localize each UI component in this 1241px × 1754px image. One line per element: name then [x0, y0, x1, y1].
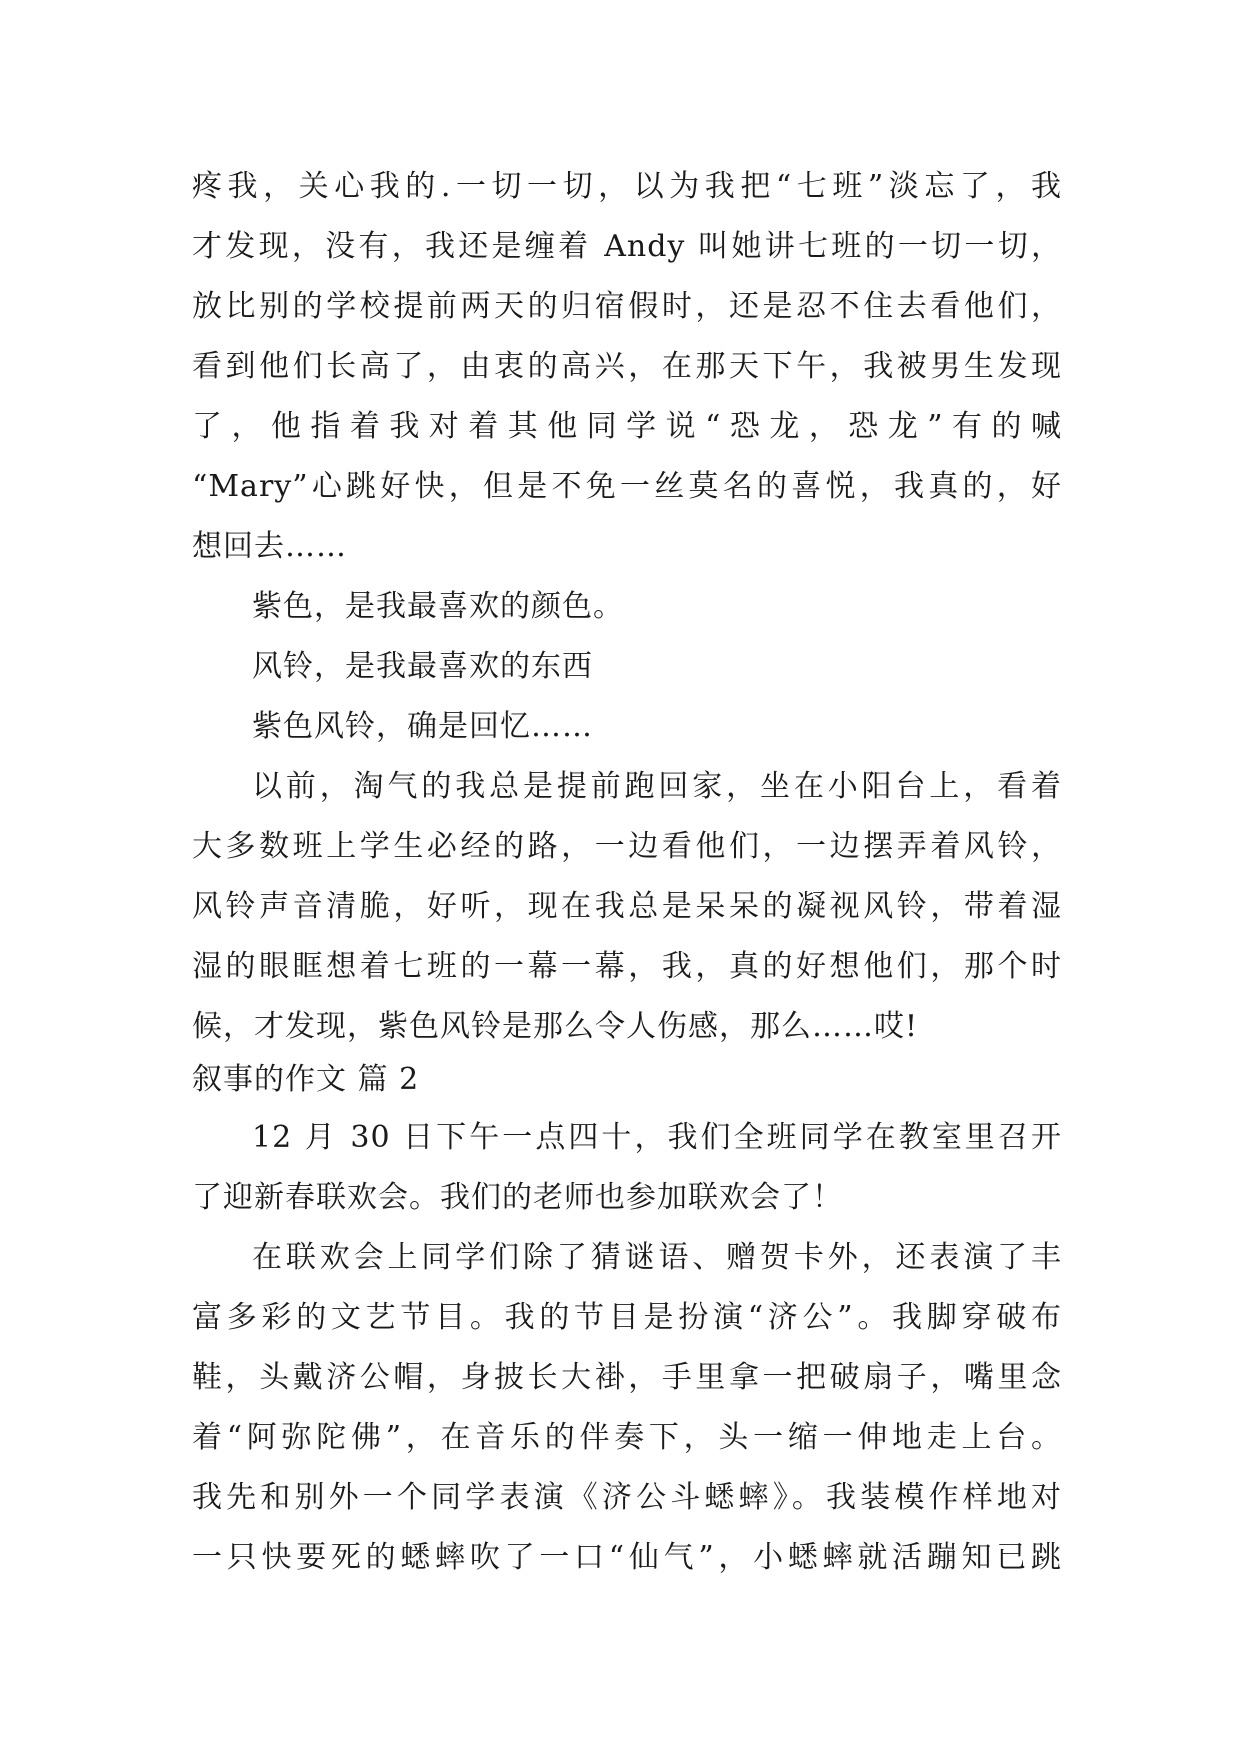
paragraph-line: 才发现，没有，我还是缠着 Andy 叫她讲七班的一切一切， — [192, 229, 1062, 264]
paragraph-line: 想回去…… — [192, 529, 347, 564]
paragraph-line: 在联欢会上同学们除了猜谜语、赠贺卡外，还表演了丰 — [252, 1240, 1062, 1275]
short-paragraph: 紫色风铃，确是回忆…… — [252, 709, 593, 744]
paragraph-line: 看到他们长高了，由衷的高兴，在那天下午，我被男生发现 — [192, 349, 1062, 384]
paragraph-line: 鞋，头戴济公帽，身披长大褂，手里拿一把破扇子，嘴里念 — [192, 1360, 1062, 1395]
paragraph-line: 放比别的学校提前两天的归宿假时，还是忍不住去看他们， — [192, 289, 1062, 324]
paragraph-line: 候，才发现，紫色风铃是那么令人伤感，那么……哎! — [192, 1009, 919, 1044]
paragraph-line: “Mary”心跳好快，但是不免一丝莫名的喜悦，我真的，好 — [192, 469, 1062, 504]
paragraph-line: 我先和别外一个同学表演《济公斗蟋蟀》。我装模作样地对 — [192, 1480, 1062, 1515]
paragraph-line: 湿的眼眶想着七班的一幕一幕，我，真的好想他们，那个时 — [192, 949, 1062, 984]
paragraph-line: 着“阿弥陀佛”，在音乐的伴奏下，头一缩一伸地走上台。 — [192, 1420, 1062, 1455]
section-heading: 叙事的作文 篇 2 — [192, 1062, 420, 1097]
paragraph-line: 富多彩的文艺节目。我的节目是扮演“济公”。我脚穿破布 — [192, 1300, 1062, 1335]
paragraph-line: 大多数班上学生必经的路，一边看他们，一边摆弄着风铃， — [192, 829, 1062, 864]
paragraph-line: 以前，淘气的我总是提前跑回家，坐在小阳台上，看着 — [252, 769, 1062, 804]
short-paragraph: 风铃，是我最喜欢的东西 — [252, 649, 593, 684]
paragraph-line: 疼我，关心我的.一切一切，以为我把“七班”淡忘了，我 — [192, 169, 1062, 204]
paragraph-line: 一只快要死的蟋蟀吹了一口“仙气”，小蟋蟀就活蹦知已跳 — [192, 1540, 1062, 1575]
short-paragraph: 紫色，是我最喜欢的颜色。 — [252, 589, 624, 624]
paragraph-line: 12 月 30 日下午一点四十，我们全班同学在教室里召开 — [252, 1120, 1062, 1155]
paragraph-line: 了，他指着我对着其他同学说“恐龙，恐龙”有的喊 — [192, 409, 1062, 444]
paragraph-line: 风铃声音清脆，好听，现在我总是呆呆的凝视风铃，带着湿 — [192, 889, 1062, 924]
paragraph-line: 了迎新春联欢会。我们的老师也参加联欢会了！ — [192, 1180, 843, 1215]
